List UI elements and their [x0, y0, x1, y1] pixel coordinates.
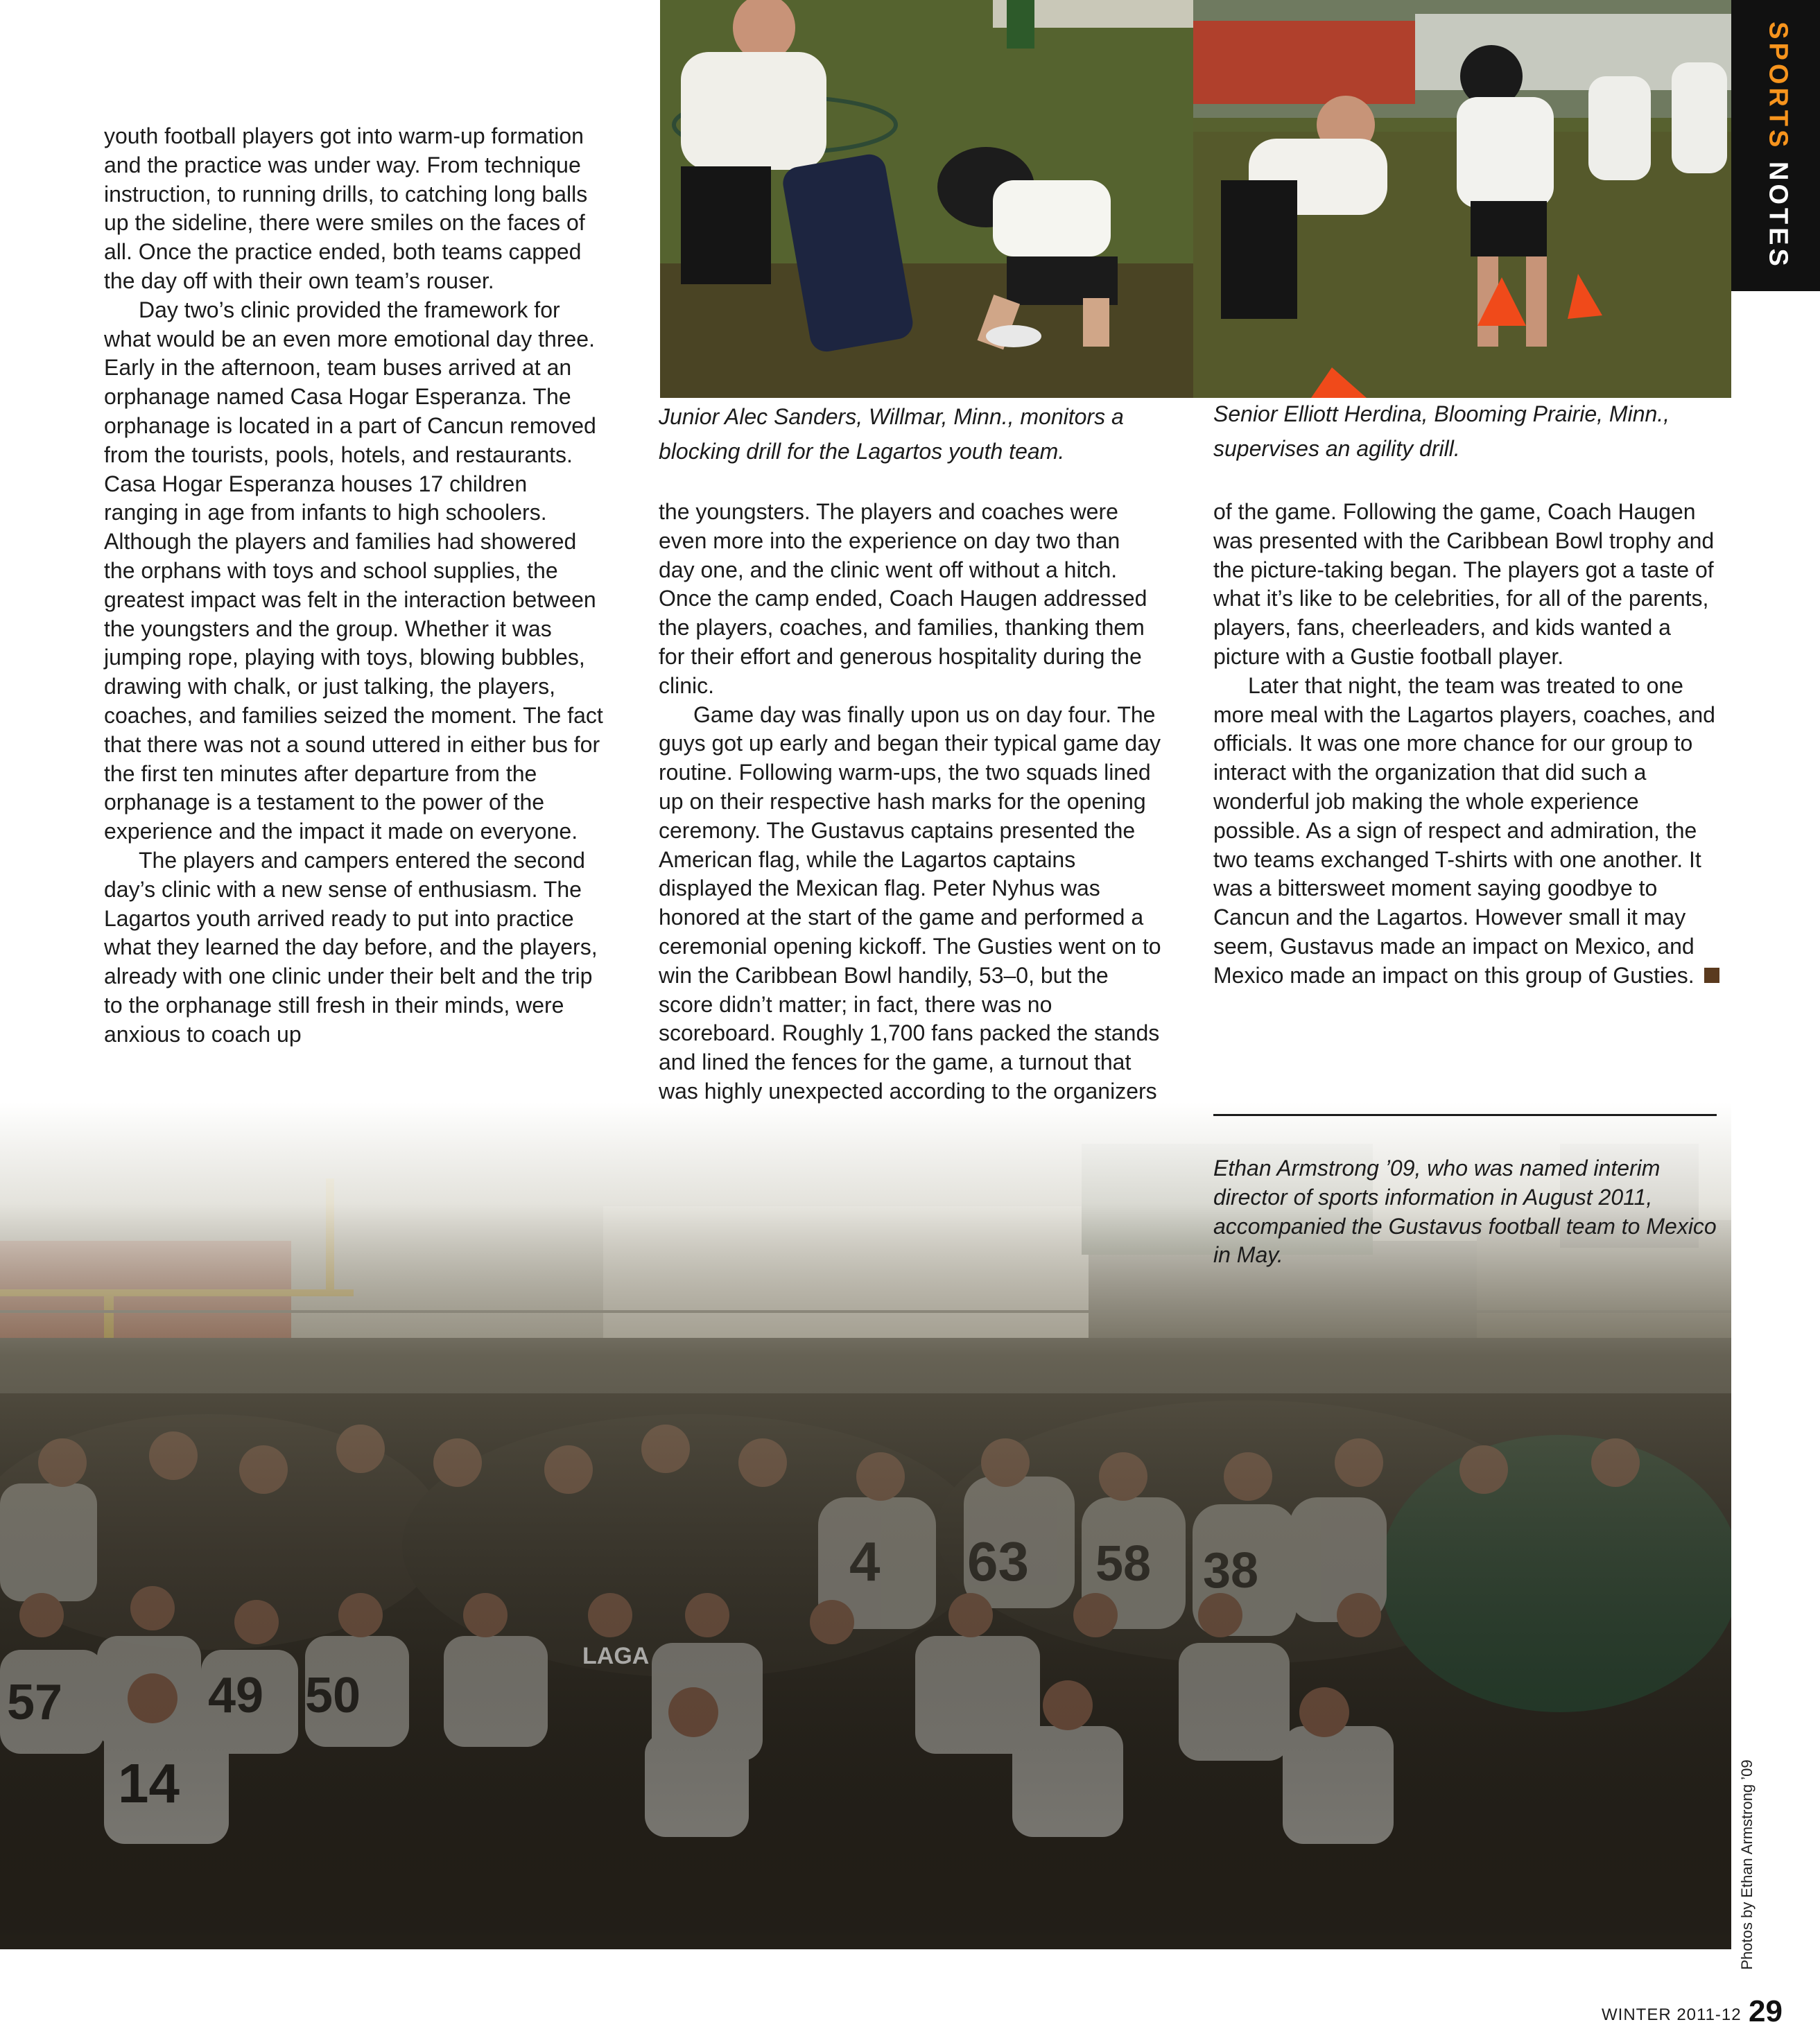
page-number: 29: [1749, 1994, 1783, 2028]
section-tab-word2: NOTES: [1763, 161, 1793, 270]
col2-paragraph-1: the youngsters. The players and coaches were even more into the experience on day two than day one, and the clinic went off without a hitch. Once the camp ended, Coach Haugen addressed the players, coaches, and families, thanking them for their effort and generous hospitality during the clinic.: [659, 499, 1147, 698]
article-column-3: [1213, 498, 1719, 991]
col1-paragraph-1: youth football players got into warm-up formation and the practice was under way. From technique instruction, to running drills, to catching long balls up the sideline, there were smiles on the faces of all. Once the practice ended, both teams capped the day off with their own team’s rouser.: [104, 123, 588, 293]
col1-paragraph-2: Day two’s clinic provided the framework for what would be an even more emotional day three. Early in the afternoon, team buses arrived at an orphanage named Casa Hogar Esperanza. The orphanage is located in a part of Cancun removed from the tourists, pools, hotels, and restaurants. Casa Hogar Esperanza houses 17 children ranging in age from infants to high schoolers. Although the players and families had showered the orphans with toys and school supplies, the greatest impact was felt in the interaction between the youngsters and the group. Whether it was jumping rope, playing with toys, blowing bubbles, drawing with chalk, or just talking, the players, coaches, and families seized the moment. The fact that there was not a sound uttered in either bus for the first ten minutes after departure from the orphanage is a testament to the power of the experience and the impact it made on everyone.: [104, 297, 603, 844]
photo-credit: Photos by Ethan Armstrong ’09: [1738, 1759, 1756, 1970]
bio-divider: [1213, 1114, 1717, 1116]
agility-drill-illustration: [1193, 0, 1731, 398]
col2-paragraph-2: Game day was finally upon us on day four. The guys got up early and began their typical game day routine. Following warm-ups, the two squads lined up on their respective hash marks for the opening ceremony. The Gustavus captains presented the American flag, while the Lagartos captains displayed the Mexican flag. Peter Nyhus was honored at the start of the game and performed a ceremonial opening kickoff. The Gusties went on to win the Caribbean Bowl handily, 53–0, but the score didn’t matter; in fact, there was no scoreboard. Roughly 1,700 fans packed the stands and lined the fences for the game, a turnout that was highly unexpected according to the organizers: [659, 702, 1161, 1104]
caption-agility-drill: Senior Elliott Herdina, Blooming Prairie, Minn., supervises an agility drill.: [1213, 401, 1670, 461]
article-column-2: [659, 498, 1161, 1106]
photo-blocking-drill: [660, 0, 1193, 398]
section-tab-word1: SPORTS: [1763, 21, 1793, 151]
caption-blocking-drill: Junior Alec Sanders, Willmar, Minn., monitors a blocking drill for the Lagartos youth team.: [659, 404, 1124, 464]
col3-paragraph-1: of the game. Following the game, Coach Haugen was presented with the Caribbean Bowl trophy and the picture-taking began. The players got a taste of what it’s like to be celebrities, for all of the parents, players, fans, cheerleaders, and kids wanted a picture with a Gustie football player.: [1213, 499, 1715, 669]
col1-paragraph-3: The players and campers entered the second day’s clinic with a new sense of enthusiasm. The Lagartos youth arrived ready to put into practice what they learned the day before, and the players, already with one clinic under their belt and the trip to the orphanage still fresh in their minds, were anxious to coach up: [104, 847, 598, 1047]
section-tab-label: [1763, 21, 1793, 270]
issue-label: WINTER 2011-12: [1602, 2005, 1742, 2024]
end-of-story-mark: [1704, 968, 1719, 983]
blocking-drill-illustration: [660, 0, 1193, 398]
article-column-1: [104, 122, 607, 1050]
photo-agility-drill: [1193, 0, 1731, 398]
col3-paragraph-2: Later that night, the team was treated to one more meal with the Lagartos players, coaches, and officials. It was one more chance for our group to interact with the organization that did such a wonderful job making the whole experience possible. As a sign of respect and admiration, the two teams exchanged T-shirts with one another. It was a bittersweet moment saying goodbye to Cancun and the Lagartos. However small it may seem, Gustavus made an impact on Mexico, and Mexico made an impact on this group of Gusties.: [1213, 672, 1715, 988]
author-bio: Ethan Armstrong ’09, who was named interim director of sports information in August 2011, accompanied the Gustavus football team to Mexico in May.: [1213, 1156, 1717, 1268]
